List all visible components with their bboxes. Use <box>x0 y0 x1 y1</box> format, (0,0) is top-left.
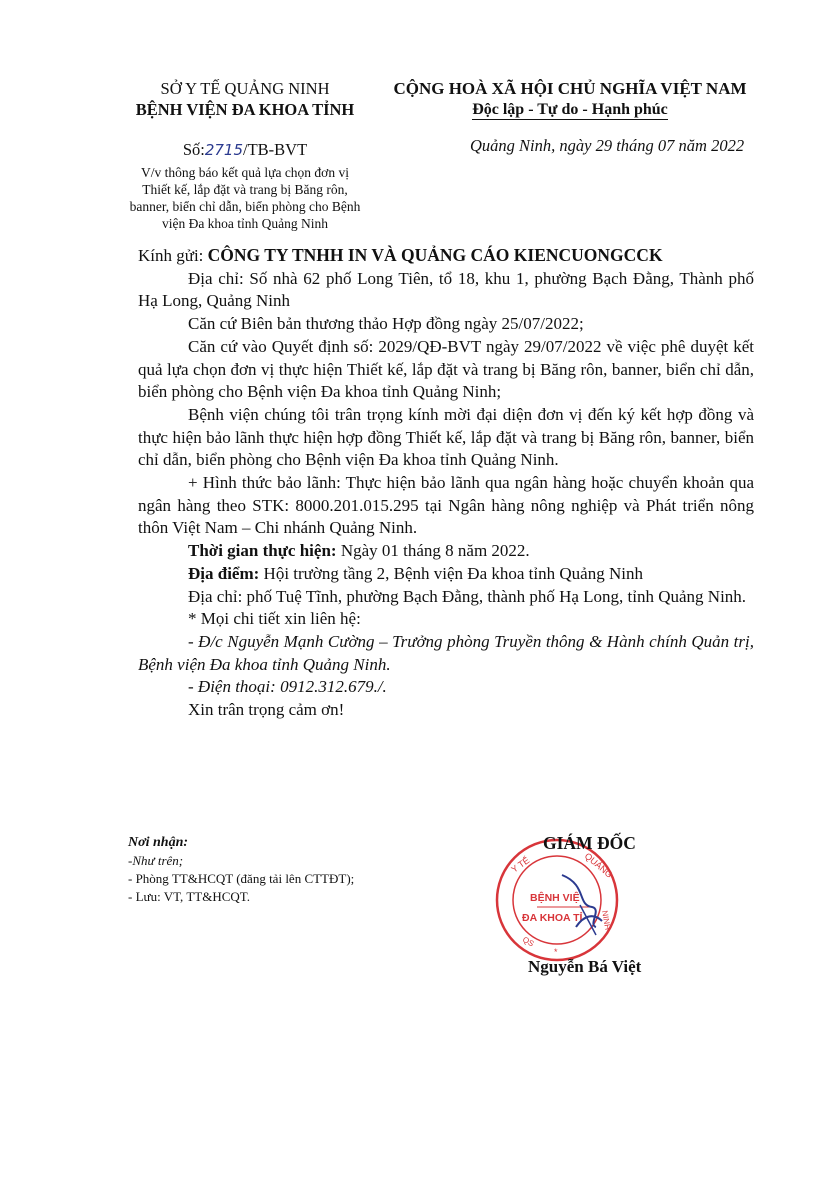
address: Địa chỉ: Số nhà 62 phố Long Tiên, tổ 18, khu 1, phường Bạch Đằng, Thành phố Hạ Long, Quảng Ninh <box>138 268 754 311</box>
recipients-title: Nơi nhận: <box>128 835 189 850</box>
letter-body <box>138 244 754 722</box>
contact-phone: - Điện thoại: 0912.312.679./. <box>188 677 387 697</box>
motto: Độc lập - Tự do - Hạnh phúc <box>472 101 668 118</box>
basis-decision: Căn cứ vào Quyết định số: 2029/QĐ-BVT ngày 29/07/2022 về việc phê duyệt kết quả lựa chọn đơn vị thực hiện Thiết kế, lắp đặt và trang bị Băng rôn, banner, biển chỉ dẫn, biển phòng cho Bệnh viện Đa khoa tỉnh Quảng Ninh; <box>138 336 754 402</box>
subject: V/v thông báo kết quả lựa chọn đơn vị Thiết kế, lắp đặt và trang bị Băng rôn, banner, biển chỉ dẫn, biển phòng cho Bệnh viện Đa khoa tỉnh Quảng Ninh <box>129 165 361 231</box>
addressee: Kính gửi: CÔNG TY TNHH IN VÀ QUẢNG CÁO KIENCUONGCCK <box>138 245 663 265</box>
national-heading <box>360 78 780 120</box>
org-name: BỆNH VIỆN ĐA KHOA TỈNH <box>135 100 355 119</box>
svg-text:ĐA KHOA TỈ: ĐA KHOA TỈ <box>522 912 583 924</box>
guarantee: + Hình thức bảo lãnh: Thực hiện bảo lãnh qua ngân hàng hoặc chuyển khoản qua ngân hàng theo STK: 8000.201.015.295 tại Ngân hàng nông nghiệp và Phát triển nông thôn Việt Nam – Chi nhánh Quảng Ninh. <box>138 473 754 538</box>
signer-name: Nguyễn Bá Việt <box>528 957 642 976</box>
handwritten-number: 2715 <box>204 141 244 159</box>
parent-org: SỞ Y TẾ QUẢNG NINH <box>160 79 330 98</box>
contact-person: - Đ/c Nguyễn Mạnh Cường – Trưởng phòng Truyền thông & Hành chính Quản trị, Bệnh viện Đa khoa tỉnh Quảng Ninh. <box>138 631 754 674</box>
svg-text:QS: QS <box>521 934 536 949</box>
basis-minutes: Căn cứ Biên bản thương thảo Hợp đồng ngày 25/07/2022; <box>188 314 584 334</box>
recipient-item: - Lưu: VT, TT&HCQT. <box>128 889 250 904</box>
issuer-block <box>100 78 390 232</box>
country-name: CỘNG HOÀ XÃ HỘI CHỦ NGHĨA VIỆT NAM <box>393 79 747 98</box>
svg-text:Y TẾ: Y TẾ <box>509 855 532 875</box>
thanks: Xin trân trọng cảm ơn! <box>188 700 345 720</box>
place-address: Địa chỉ: phố Tuệ Tĩnh, phường Bạch Đằng, thành phố Hạ Long, tỉnh Quảng Ninh. <box>188 586 747 606</box>
recipient-item: -Như trên; <box>128 853 184 868</box>
recipient-item: - Phòng TT&HCQT (đăng tải lên CTTĐT); <box>128 871 355 886</box>
time: Thời gian thực hiện: Ngày 01 tháng 8 năm 2022. <box>188 541 530 561</box>
signer-title: GIÁM ĐỐC <box>543 833 636 853</box>
recipients <box>128 834 354 906</box>
svg-text:NINH: NINH <box>600 909 613 931</box>
document-number: Số:2715/TB-BVT <box>182 140 308 159</box>
svg-text:BỆNH VIỆ: BỆNH VIỆ <box>530 892 580 904</box>
issue-date: Quảng Ninh, ngày 29 tháng 07 năm 2022 <box>470 136 745 155</box>
contact-intro: * Mọi chi tiết xin liên hệ: <box>188 609 361 629</box>
official-stamp <box>492 835 622 965</box>
invitation: Bệnh viện chúng tôi trân trọng kính mời đại diện đơn vị đến ký kết hợp đồng và thực hiện bảo lãnh thực hiện hợp đồng Thiết kế, lắp đặt và trang bị Băng rôn, banner, biển chỉ dẫn, biển phòng cho Bệnh viện Đa khoa tỉnh Quảng Ninh. <box>138 404 754 470</box>
place: Địa điểm: Hội trường tầng 2, Bệnh viện Đa khoa tỉnh Quảng Ninh <box>188 563 643 583</box>
svg-text:*: * <box>554 947 558 957</box>
svg-text:QUẢNG: QUẢNG <box>582 850 615 880</box>
